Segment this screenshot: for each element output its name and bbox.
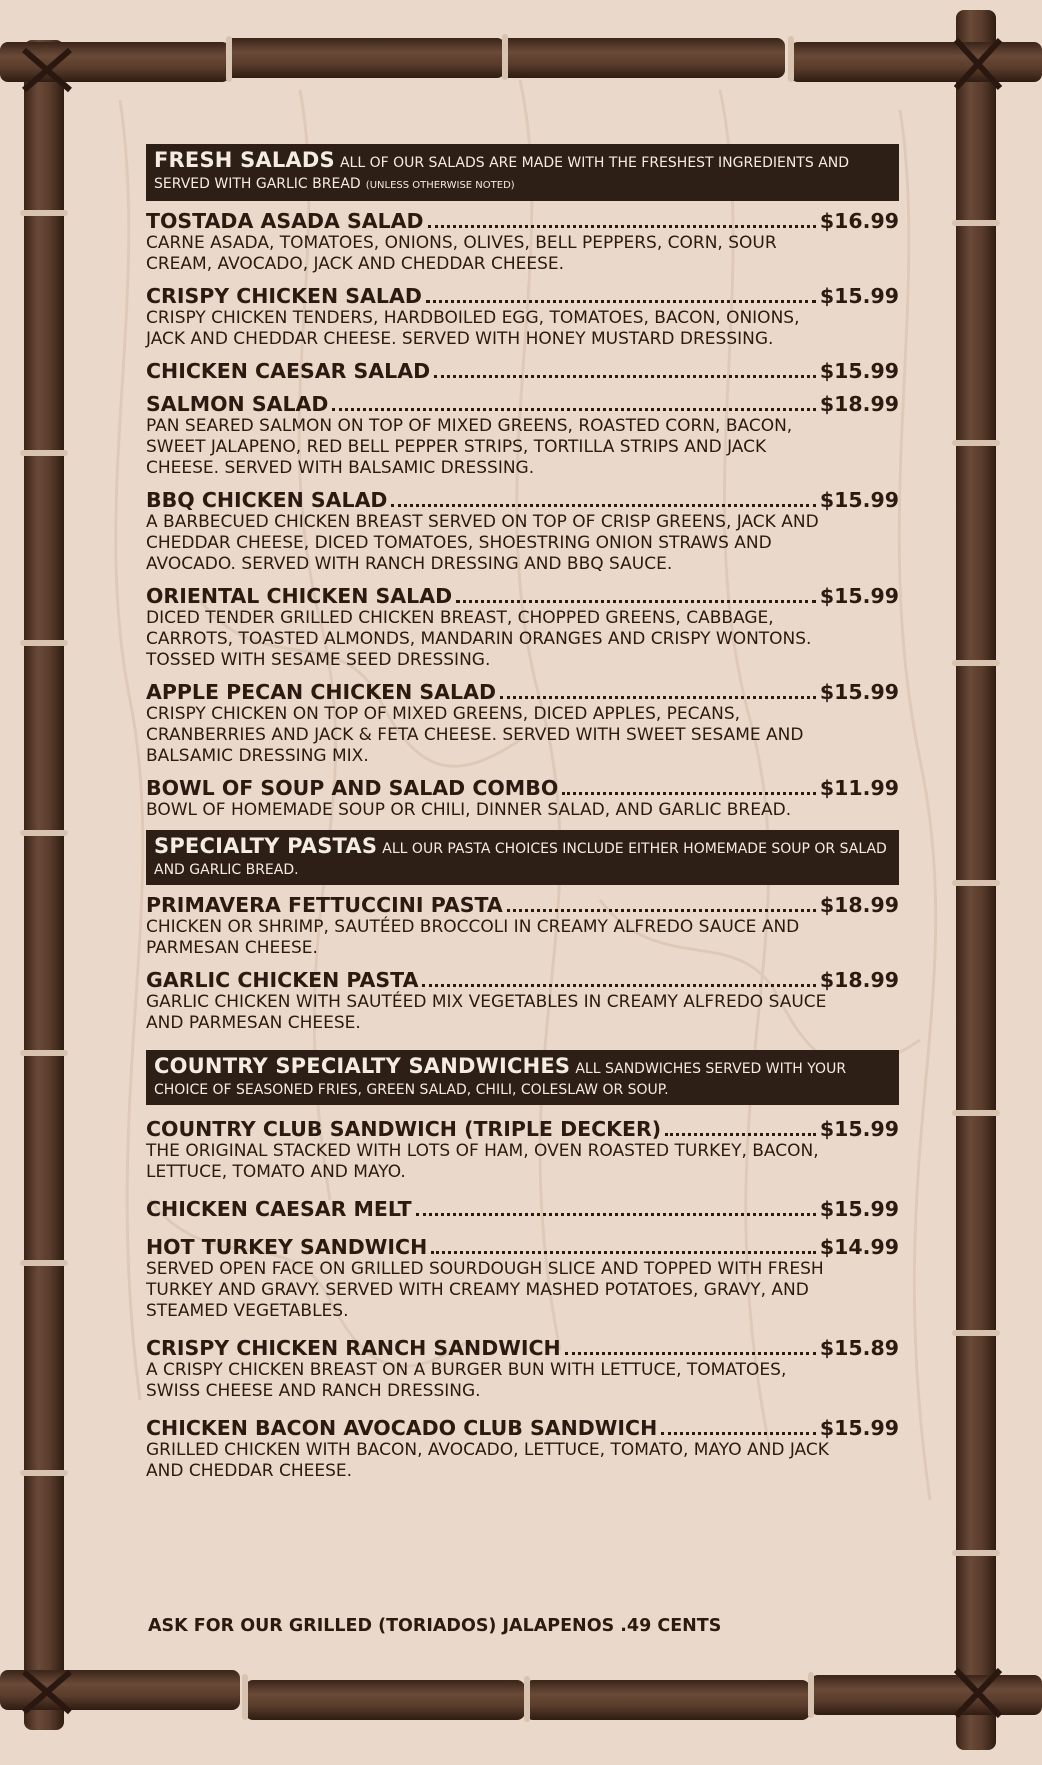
- item-description: A CRISPY CHICKEN BREAST ON A BURGER BUN WITH LETTUCE, TOMATOES, SWISS CHEESE AND RANCH DRESSING.: [146, 1360, 787, 1401]
- dot-leader: [434, 375, 816, 378]
- menu-item: [146, 488, 899, 575]
- section-country-sandwiches: [146, 1050, 899, 1482]
- item-price: $11.99: [819, 776, 899, 800]
- menu-item: [146, 359, 899, 383]
- item-description: THE ORIGINAL STACKED WITH LOTS OF HAM, OVEN ROASTED TURKEY, BACON, LETTUCE, TOMATO AND MAYO.: [146, 1141, 819, 1182]
- item-name: COUNTRY CLUB SANDWICH (TRIPLE DECKER): [146, 1117, 662, 1141]
- item-description: CRISPY CHICKEN TENDERS, HARDBOILED EGG, TOMATOES, BACON, ONIONS, JACK AND CHEDDAR CHEESE. SERVED WITH HONEY MUSTARD DRESSING.: [146, 308, 800, 349]
- dot-leader: [332, 408, 816, 411]
- item-price: $18.99: [819, 893, 899, 917]
- item-name: BOWL OF SOUP AND SALAD COMBO: [146, 776, 559, 800]
- item-name: APPLE PECAN CHICKEN SALAD: [146, 680, 496, 704]
- section-title: SPECIALTY PASTAS: [154, 834, 378, 858]
- menu-item: [146, 680, 899, 767]
- section-title: FRESH SALADS: [154, 148, 335, 172]
- item-description: SERVED OPEN FACE ON GRILLED SOURDOUGH SLICE AND TOPPED WITH FRESH TURKEY AND GRAVY. SERVED WITH CREAMY MASHED POTATOES, GRAVY, AND STEAMED VEGETABLES.: [146, 1259, 824, 1321]
- item-price: $15.99: [819, 584, 899, 608]
- item-price: $16.99: [819, 209, 899, 233]
- item-name: ORIENTAL CHICKEN SALAD: [146, 584, 453, 608]
- item-name: HOT TURKEY SANDWICH: [146, 1235, 428, 1259]
- dot-leader: [391, 504, 815, 507]
- item-price: $18.99: [819, 968, 899, 992]
- dot-leader: [426, 300, 816, 303]
- menu-item: [146, 209, 899, 275]
- item-description: GRILLED CHICKEN WITH BACON, AVOCADO, LETTUCE, TOMATO, MAYO AND JACK AND CHEDDAR CHEESE.: [146, 1440, 829, 1481]
- dot-leader: [665, 1133, 816, 1136]
- item-description: CARNE ASADA, TOMATOES, ONIONS, OLIVES, BELL PEPPERS, CORN, SOUR CREAM, AVOCADO, JACK AND CHEDDAR CHEESE.: [146, 233, 777, 274]
- item-price: $15.99: [819, 359, 899, 383]
- item-name: SALMON SALAD: [146, 392, 329, 416]
- menu-item: [146, 1416, 899, 1482]
- dot-leader: [500, 696, 816, 699]
- menu-item: [146, 284, 899, 350]
- item-description: PAN SEARED SALMON ON TOP OF MIXED GREENS, ROASTED CORN, BACON, SWEET JALAPENO, RED BELL PEPPER STRIPS, TORTILLA STRIPS AND JACK CHEESE. SERVED WITH BALSAMIC DRESSING.: [146, 416, 793, 478]
- dot-leader: [456, 600, 816, 603]
- dot-leader: [416, 1213, 816, 1216]
- item-name: BBQ CHICKEN SALAD: [146, 488, 388, 512]
- section-fresh-salads: [146, 144, 899, 821]
- menu-item: [146, 776, 899, 821]
- section-specialty-pastas: [146, 830, 899, 1034]
- item-name: CHICKEN CAESAR MELT: [146, 1197, 412, 1221]
- item-price: $15.99: [819, 488, 899, 512]
- menu-item: [146, 584, 899, 671]
- item-description: BOWL OF HOMEMADE SOUP OR CHILI, DINNER SALAD, AND GARLIC BREAD.: [146, 800, 792, 820]
- item-price: $15.99: [819, 1197, 899, 1221]
- item-price: $15.99: [819, 284, 899, 308]
- item-name: PRIMAVERA FETTUCCINI PASTA: [146, 893, 503, 917]
- item-name: CHICKEN CAESAR SALAD: [146, 359, 431, 383]
- dot-leader: [562, 792, 816, 795]
- dot-leader: [428, 225, 816, 228]
- item-price: $15.99: [819, 1416, 899, 1440]
- item-price: $14.99: [819, 1235, 899, 1259]
- item-name: CHICKEN BACON AVOCADO CLUB SANDWICH: [146, 1416, 658, 1440]
- section-note: ALL OUR PASTA CHOICES INCLUDE EITHER HOMEMADE SOUP OR SALAD AND GARLIC BREAD.: [154, 841, 887, 878]
- item-price: $15.89: [819, 1336, 899, 1360]
- dot-leader: [507, 909, 816, 912]
- item-description: DICED TENDER GRILLED CHICKEN BREAST, CHOPPED GREENS, CABBAGE, CARROTS, TOASTED ALMONDS, MANDARIN ORANGES AND CRISPY WONTONS. TOSSED WITH SESAME SEED DRESSING.: [146, 608, 812, 670]
- menu-item: [146, 1235, 899, 1322]
- section-header: [146, 830, 899, 885]
- section-title: COUNTRY SPECIALTY SANDWICHES: [154, 1054, 571, 1078]
- item-description: GARLIC CHICKEN WITH SAUTÉED MIX VEGETABLES IN CREAMY ALFREDO SAUCE AND PARMESAN CHEESE.: [146, 992, 827, 1033]
- footer-note: ASK FOR OUR GRILLED (TORIADOS) JALAPENOS .49 CENTS: [148, 1616, 722, 1636]
- dot-leader: [565, 1352, 816, 1355]
- item-name: GARLIC CHICKEN PASTA: [146, 968, 419, 992]
- menu-item: [146, 1197, 899, 1221]
- section-note: ALL OF OUR SALADS ARE MADE WITH THE FRESHEST INGREDIENTS AND SERVED WITH GARLIC BREAD: [154, 155, 850, 192]
- menu-content: [146, 144, 899, 1491]
- section-header: [146, 1050, 899, 1105]
- section-note: ALL SANDWICHES SERVED WITH YOUR CHOICE OF SEASONED FRIES, GREEN SALAD, CHILI, COLESLAW OR SOUP.: [154, 1061, 847, 1098]
- item-name: CRISPY CHICKEN SALAD: [146, 284, 422, 308]
- menu-item: [146, 392, 899, 479]
- item-price: $15.99: [819, 1117, 899, 1141]
- item-description: A BARBECUED CHICKEN BREAST SERVED ON TOP OF CRISP GREENS, JACK AND CHEDDAR CHEESE, DICED TOMATOES, SHOESTRING ONION STRAWS AND AVOCADO. SERVED WITH RANCH DRESSING AND BBQ SAUCE.: [146, 512, 819, 574]
- item-price: $18.99: [819, 392, 899, 416]
- menu-item: [146, 1336, 899, 1402]
- menu-item: [146, 893, 899, 959]
- section-note-small: (UNLESS OTHERWISE NOTED): [365, 180, 515, 191]
- item-name: CRISPY CHICKEN RANCH SANDWICH: [146, 1336, 561, 1360]
- menu-item: [146, 1117, 899, 1183]
- dot-leader: [422, 984, 815, 987]
- section-header: [146, 144, 899, 201]
- dot-leader: [431, 1251, 816, 1254]
- item-description: CHICKEN OR SHRIMP, SAUTÉED BROCCOLI IN CREAMY ALFREDO SAUCE AND PARMESAN CHEESE.: [146, 917, 800, 958]
- item-price: $15.99: [819, 680, 899, 704]
- menu-item: [146, 968, 899, 1034]
- item-name: TOSTADA ASADA SALAD: [146, 209, 424, 233]
- item-description: CRISPY CHICKEN ON TOP OF MIXED GREENS, DICED APPLES, PECANS, CRANBERRIES AND JACK & FETA CHEESE. SERVED WITH SWEET SESAME AND BALSAMIC DRESSING MIX.: [146, 704, 804, 766]
- dot-leader: [661, 1432, 816, 1435]
